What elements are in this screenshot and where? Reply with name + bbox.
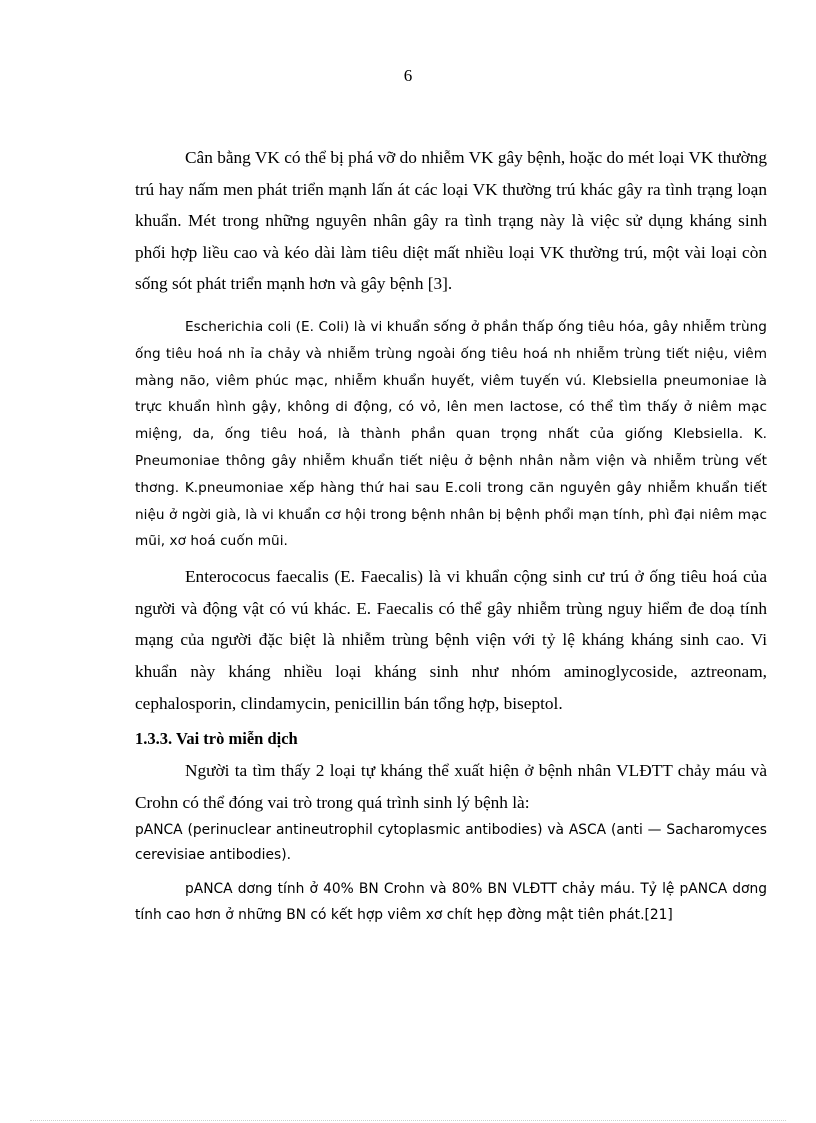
paragraph-panca-asca: pANCA (perinuclear antineutrophil cytoplasmic antibodies) và ASCA (anti — Sacharomyces cerevisiae antibodies). — [135, 822, 767, 864]
page-bottom-divider — [30, 1120, 786, 1121]
paragraph-ecoli-klebsiella: Escherichia coli (E. Coli) là vi khuẩn sống ở phần thấp ống tiêu hóa, gây nhiễm trùng ống tiêu hoá nh ỉa chảy và nhiễm trùng ngoài ống tiêu hoá nh nhiễm trùng tiết niệu, viêm màng não, viêm phúc mạc, nhiễm khuẩn huyết, viêm tuyến vú. Klebsiella pneumoniae là trực khuẩn hình gậy, không di động, có vỏ, lên men lactose, có thể tìm thấy ở niêm mạc miệng, da, ống tiêu hoá, là thành phần quan trọng nhất của giống Klebsiella. K. Pneumoniae thông gây nhiễm khuẩn tiết niệu ở bệnh nhân nằm viện và nhiễm trùng vết thơng. K.pneumoniae xếp hàng thứ hai sau E.coli trong căn nguyên gây nhiễm khuẩn tiết niệu ở ngời già, là vi khuẩn cơ hội trong bệnh nhân bị bệnh phổi mạn tính, phì đại niêm mạc mũi, xơ hoá cuốn mũi. — [135, 318, 767, 550]
paragraph-panca-rates: pANCA dơng tính ở 40% BN Crohn và 80% BN VLĐTT chảy máu. Tỷ lệ pANCA dơng tính cao hơn ở những BN có kết hợp viêm xơ chít hẹp đờng mật tiên phát.[21] — [135, 881, 767, 924]
section-heading-immune-role: 1.3.3. Vai trò miễn dịch — [135, 729, 298, 749]
paragraph-flora-balance: Cân bằng VK có thể bị phá vỡ do nhiễm VK gây bệnh, hoặc do mét loại VK thường trú hay nấm men phát triển mạnh lấn át các loại VK thường trú khác gây ra tình trạng loạn khuẩn. Mét trong những nguyên nhân gây ra tình trạng này là việc sử dụng kháng sinh phối hợp liều cao và kéo dài làm tiêu diệt mất nhiều loại VK thường trú, một vài loại còn sống sót phát triển mạnh hơn và gây bệnh [3]. — [135, 148, 767, 294]
document-body — [135, 142, 767, 928]
paragraph-autoantibodies: Người ta tìm thấy 2 loại tự kháng thể xuất hiện ở bệnh nhân VLĐTT chảy máu và Crohn có thể đóng vai trò trong quá trình sinh lý bệnh là: — [135, 761, 767, 812]
page-number: 6 — [403, 66, 413, 85]
paragraph-enterococcus: Enterococus faecalis (E. Faecalis) là vi khuẩn cộng sinh cư trú ở ống tiêu hoá của người và động vật có vú khác. E. Faecalis có thể gây nhiễm trùng nguy hiểm đe doạ tính mạng của người đặc biệt là nhiễm trùng bệnh viện với tỷ lệ kháng kháng sinh cao. Vi khuẩn này kháng nhiều loại kháng sinh như nhóm aminoglycoside, aztreonam, cephalosporin, clindamycin, penicillin bán tổng hợp, biseptol. — [135, 567, 767, 713]
